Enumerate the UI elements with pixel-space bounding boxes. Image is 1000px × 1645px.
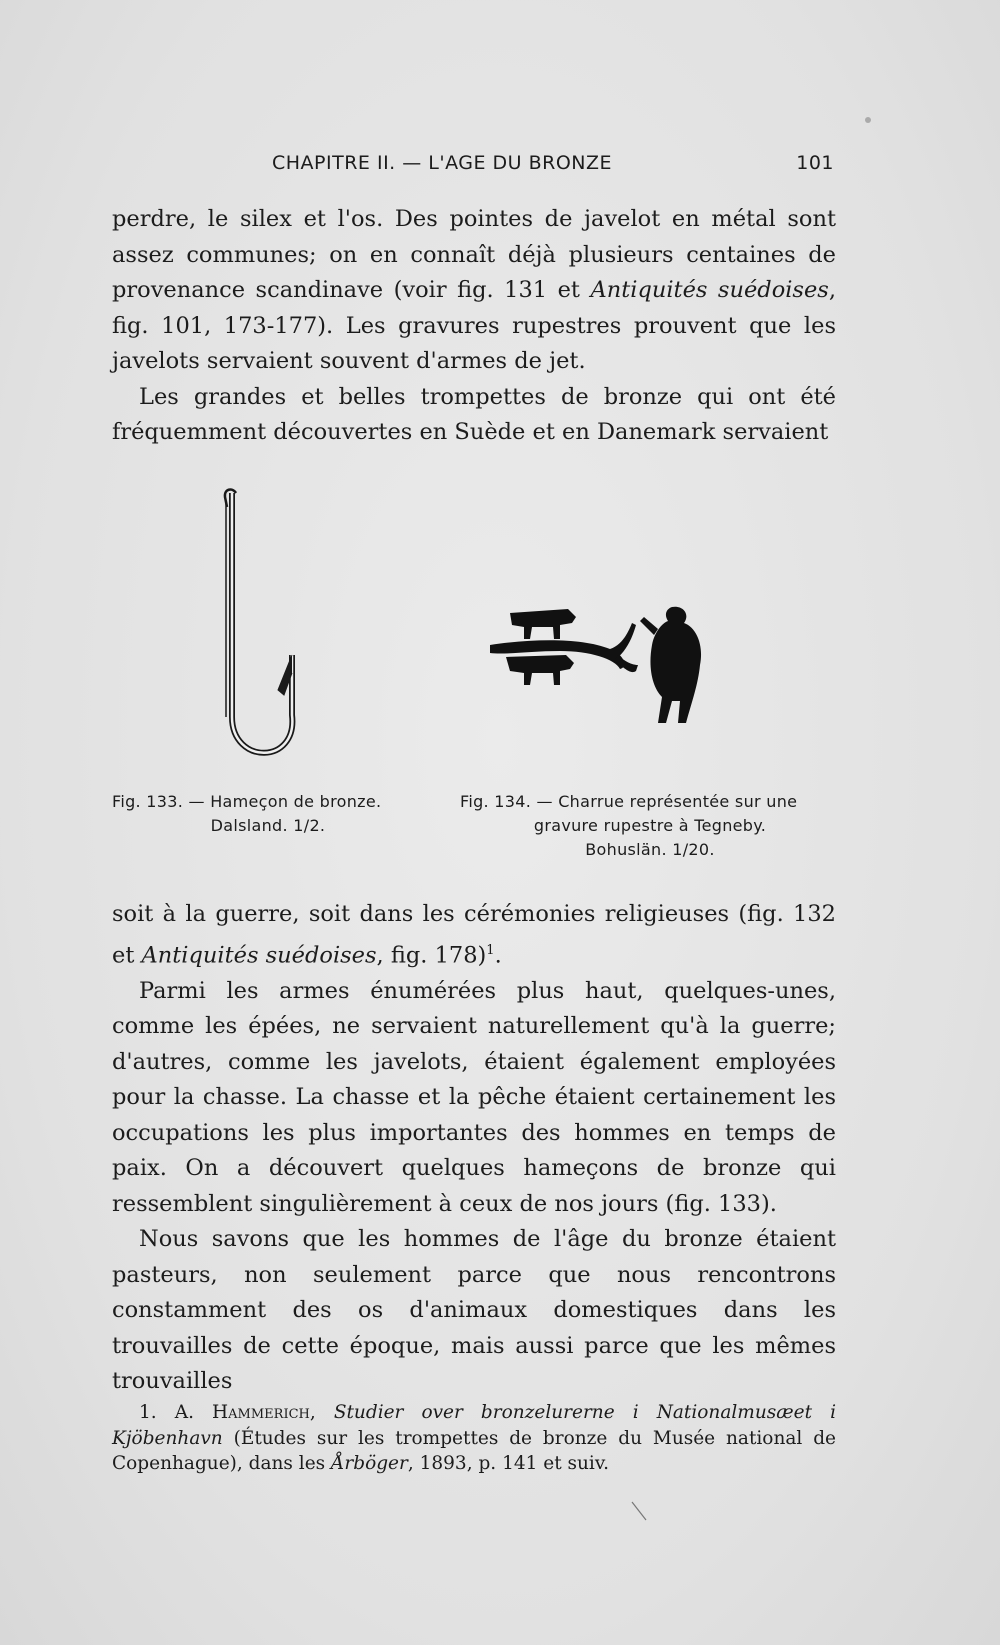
scan-mark	[860, 112, 876, 128]
scan-mark	[630, 1500, 650, 1524]
footnote-text: ,	[309, 1402, 334, 1423]
italic-reference: Antiquités suédoises	[141, 942, 377, 968]
caption-line: Fig. 134. — Charrue représentée sur une	[460, 792, 798, 811]
paragraph-text: perdre, le silex et l'os. Des pointes de javelot en métal sont assez communes; on en connaît déjà plusieurs centaines de provenance scandinave (voir fig. 131 et	[112, 206, 836, 303]
caption-line: Fig. 133. — Hameçon de bronze.	[112, 792, 382, 811]
footnote-marker: 1	[486, 942, 495, 958]
running-header	[272, 152, 834, 174]
caption-line: Bohuslän. 1/20.	[585, 840, 715, 859]
caption-line: gravure rupestre à Tegneby.	[533, 816, 767, 835]
paragraph-text: soit à la guerre, soit dans les cérémonies religieuses (fig. 132 et	[112, 901, 836, 968]
footnote	[112, 1400, 836, 1477]
paragraph-javelots	[112, 202, 836, 380]
paragraph-armes: Parmi les armes énumérées plus haut, quelques-unes, comme les épées, ne servaient naturellement qu'à la guerre; d'autres, comme les javelots, étaient également employées pour la chasse. La chasse et la pêche étaient certainement les occupations les plus importantes des hommes en temps de paix. On a découvert quelques hameçons de bronze qui ressemblent singulièrement à ceux de nos jours (fig. 133).	[112, 977, 836, 1217]
fish-hook-illustration	[218, 485, 318, 775]
footnote-journal: Årböger	[331, 1453, 408, 1474]
rock-carving-plough-illustration	[490, 605, 735, 740]
footnote-author-initial: A.	[174, 1402, 194, 1423]
running-title: CHAPITRE II. — L'AGE DU BRONZE	[272, 152, 613, 174]
footnote-author: Hammerich	[212, 1402, 310, 1423]
page-number: 101	[796, 152, 834, 174]
text-block-bottom	[112, 897, 836, 1400]
paragraph-text: , fig. 101, 173-177). Les gravures rupestres prouvent que les javelots servaient souvent d'armes de jet.	[112, 277, 836, 374]
paragraph-text: .	[494, 942, 502, 968]
paragraph-text: , fig. 178)	[376, 942, 487, 968]
italic-reference: Antiquités suédoises	[590, 277, 829, 303]
footnote-text: (Études sur les trompettes de bronze du Musée national de Copenhague), dans les	[112, 1427, 836, 1474]
paragraph-trompettes: Les grandes et belles trompettes de bronze qui ont été fréquemment découvertes en Suède et en Danemark servaient	[112, 383, 836, 445]
footnote-number: 1.	[139, 1402, 157, 1423]
paragraph-guerre	[112, 897, 836, 974]
paragraph-pasteurs: Nous savons que les hommes de l'âge du bronze étaient pasteurs, non seulement parce que nous rencontrons constamment des os d'animaux domestiques dans les trouvailles de cette époque, mais aussi parce que les mêmes trouvailles	[112, 1226, 836, 1394]
caption-line: Dalsland. 1/2.	[210, 816, 326, 835]
footnote-title: Studier over bronzelurerne i Nationalmusæet i Kjöbenhavn	[112, 1402, 836, 1449]
figure-133-caption	[112, 790, 424, 838]
footnote-text: , 1893, p. 141 et suiv.	[407, 1453, 609, 1474]
text-block-top	[112, 202, 836, 451]
figure-134-caption	[460, 790, 840, 862]
